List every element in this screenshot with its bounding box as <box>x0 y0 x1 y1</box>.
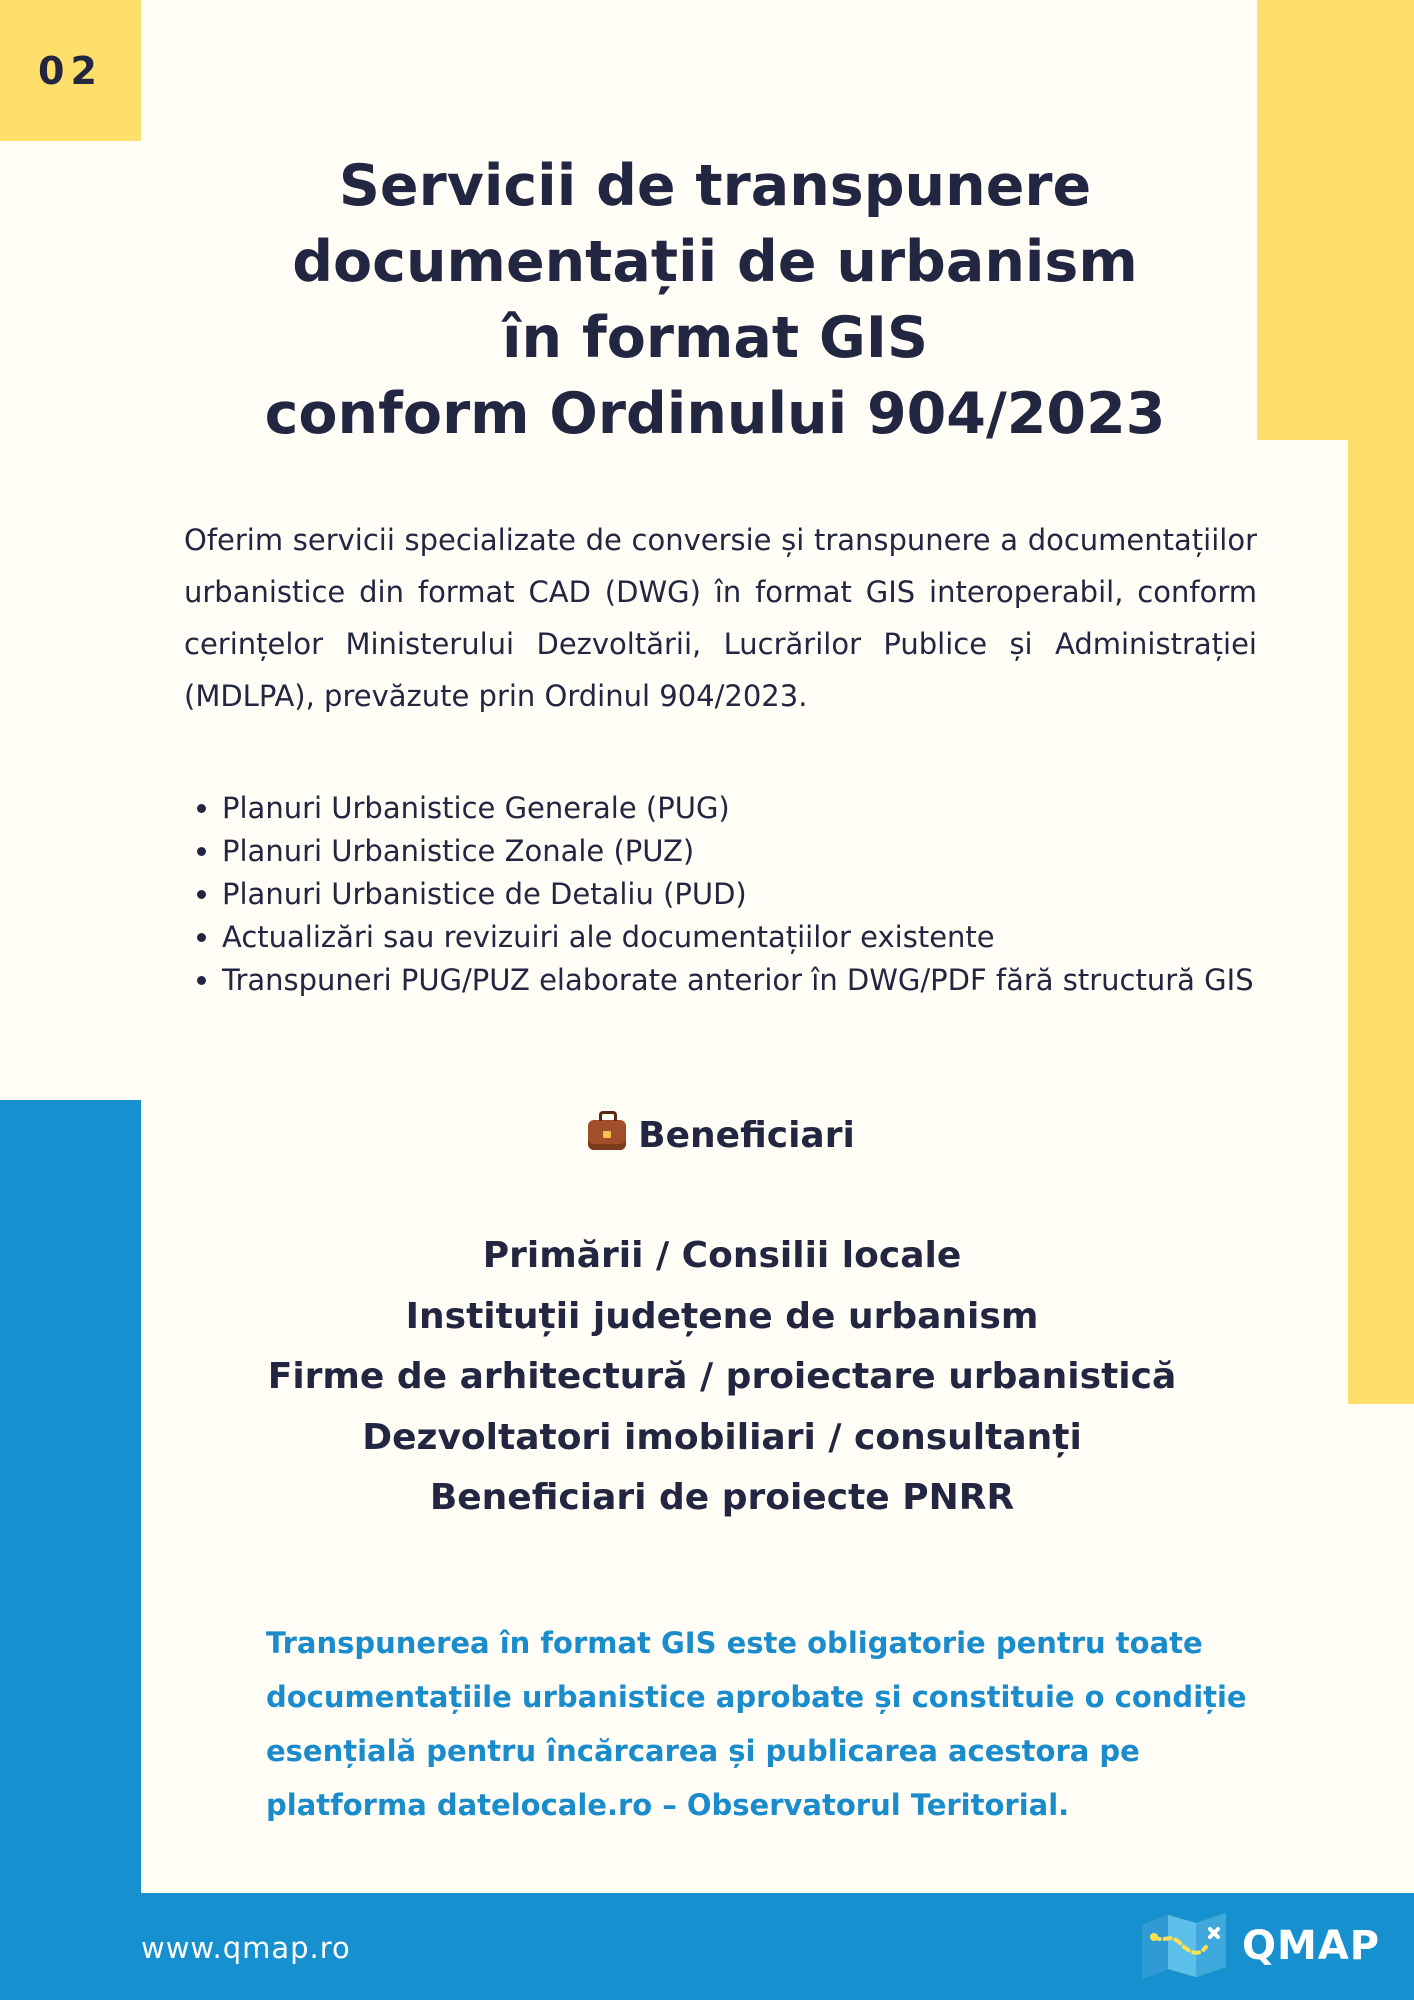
brand-name: QMAP <box>1242 1923 1381 1969</box>
beneficiaries-heading-text: Beneficiari <box>638 1115 855 1156</box>
beneficiary-item: Instituții județene de urbanism <box>405 1295 1039 1337</box>
service-item: • Actualizări sau revizuiri ale documentațiilor existente <box>222 916 1322 959</box>
blue-side-band <box>0 1100 141 2000</box>
title-line: documentații de urbanism <box>292 229 1138 295</box>
beneficiary-item: Primării / Consilii locale <box>482 1235 962 1276</box>
title-line: în format GIS <box>501 305 929 371</box>
website-link[interactable]: www.qmap.ro <box>141 1931 351 1965</box>
beneficiary-item: Firme de arhitectură / proiectare urbanistică <box>267 1356 1177 1397</box>
service-item: • Planuri Urbanistice de Detaliu (PUD) <box>222 873 1322 916</box>
closing-note: Transpunerea în format GIS este obligatorie pentru toate documentațiile urbanistice aprobate și constituie o condiție esențială pentru încărcarea și publicarea acestora pe platforma datelocale.ro – Observatorul Teritorial. <box>266 1626 1247 1822</box>
briefcase-icon <box>588 1120 626 1150</box>
intro-paragraph: Oferim servicii specializate de conversie și transpunere a documentațiilor urbanistice din format CAD (DWG) în format GIS interoperabil, conform cerințelor Ministerului Dezvoltării, Lucrărilor Publice și Administrației (MDLPA), prevăzute prin Ordinul 904/2023. <box>184 523 1257 713</box>
beneficiary-item: Dezvoltatori imobiliari / consultanți <box>362 1416 1082 1458</box>
brand-logo <box>1140 1906 1380 1986</box>
service-item: • Planuri Urbanistice Zonale (PUZ) <box>222 830 1322 873</box>
page-number: 02 <box>38 48 103 93</box>
title-line: conform Ordinului 904/2023 <box>264 381 1166 447</box>
service-item: • Planuri Urbanistice Generale (PUG) <box>222 787 1322 830</box>
page-title <box>200 148 1230 452</box>
yellow-side-band-top <box>1257 0 1414 440</box>
title-line: Servicii de transpunere <box>338 153 1092 219</box>
beneficiary-item: Beneficiari de proiecte PNRR <box>429 1477 1015 1518</box>
beneficiaries-list <box>141 1226 1303 1529</box>
service-item: • Transpuneri PUG/PUZ elaborate anterior în DWG/PDF fără structură GIS <box>222 959 1322 1002</box>
beneficiaries-heading <box>0 1108 1414 1164</box>
map-logo-icon <box>1140 1913 1228 1979</box>
services-list <box>184 787 1322 1002</box>
yellow-side-band <box>1348 440 1414 1404</box>
